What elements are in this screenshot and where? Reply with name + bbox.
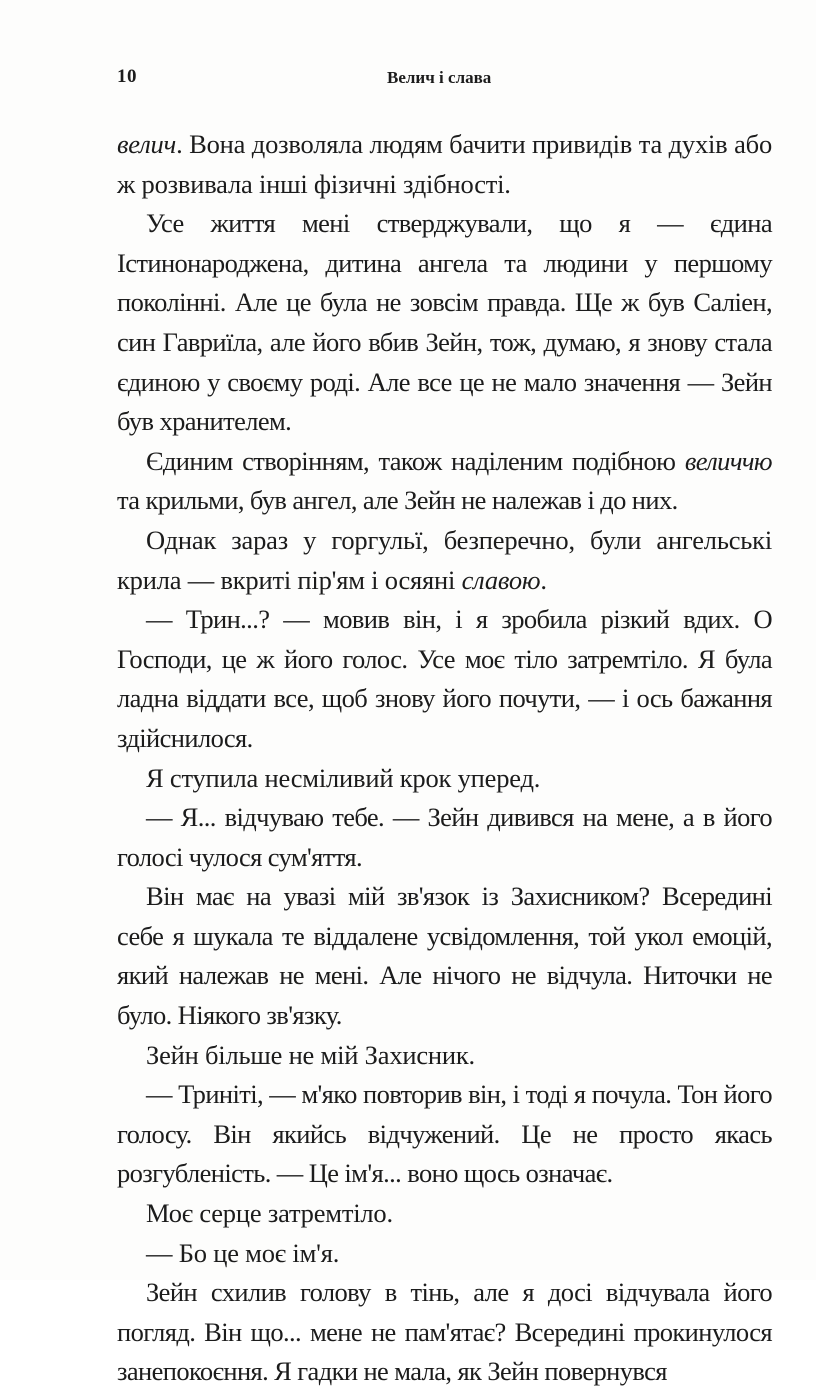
- text-span: Моє серце затремтіло.: [146, 1198, 393, 1229]
- italic-span: велич: [117, 129, 177, 159]
- page-number: 10: [117, 66, 137, 87]
- text-span: — Трин...? — мовив він, і я зробила різкий вдих. О Господи, це ж його голос. Усе моє тіло затремтіло. Я була ладна віддати все, щоб знову його почути, — і ось бажання здійснилося.: [117, 604, 772, 753]
- text-span: та крильми, був ангел, але Зейн не належав і до них.: [117, 485, 678, 516]
- text-span: Зейн схилив голову в тінь, але я досі відчувала його погляд. Він що... мене не пам'ятає? Всередині прокинулося занепокоєння. Я гадки не мала, як Зейн повернувся: [117, 1277, 772, 1387]
- page-header: [117, 66, 772, 96]
- text-span: Усе життя мені стверджували, що я — єдина Істинонароджена, дитина ангела та людини у першому поколінні. Але це була не зовсім правда. Ще ж був Саліен, син Гавриїла, але його вбив Зейн, тож, думаю, я знову стала єдиною у своєму роді. Але все це не мало значення — Зейн був хранителем.: [117, 208, 772, 437]
- paragraph: [117, 521, 772, 600]
- text-span: . Вона дозволяла людям бачити привидів та духів або ж розвивала інші фізичні здібності.: [117, 129, 772, 199]
- text-span: Однак зараз у горгульї, безперечно, були ангельські крила — вкриті пір'ям і осяяні: [117, 524, 772, 595]
- body-text: [117, 125, 772, 1392]
- paragraph: [117, 1075, 772, 1194]
- paragraph: [117, 1234, 772, 1274]
- text-span: Єдиним створінням, також наділеним подібною: [146, 445, 685, 476]
- paragraph: [117, 442, 772, 521]
- text-span: — Триніті, — м'яко повторив він, і тоді я почула. Тон його голосу. Він якийсь відчужений. Це не просто якась розгубленість. — Це ім'я... воно щось означає.: [117, 1079, 772, 1189]
- text-span: Я ступила несміливий крок уперед.: [146, 762, 541, 793]
- text-span: .: [540, 564, 547, 595]
- paragraph: [117, 125, 772, 204]
- paragraph: [117, 1194, 772, 1234]
- paragraph: [117, 204, 772, 442]
- text-span: — Бо це моє ім'я.: [146, 1237, 340, 1268]
- italic-span: величчю: [684, 445, 772, 476]
- text-span: Він має на увазі мій зв'язок із Захисником? Всередині себе я шукала те віддалене усвідомлення, той укол емоцій, який належав не мені. Але нічого не відчула. Ниточки не було. Ніякого зв'язку.: [117, 881, 772, 1031]
- paragraph: [117, 877, 772, 1035]
- paragraph: [117, 1273, 772, 1392]
- text-span: — Я... відчуваю тебе. — Зейн дивився на мене, а в його голосі чулося сум'яття.: [117, 802, 772, 872]
- text-span: Зейн більше не мій Захисник.: [146, 1039, 475, 1070]
- paragraph: [117, 798, 772, 877]
- italic-span: славою: [461, 564, 541, 595]
- running-title: Велич і слава: [387, 68, 492, 87]
- paragraph: [117, 1036, 772, 1076]
- paragraph: [117, 600, 772, 758]
- paragraph: [117, 759, 772, 799]
